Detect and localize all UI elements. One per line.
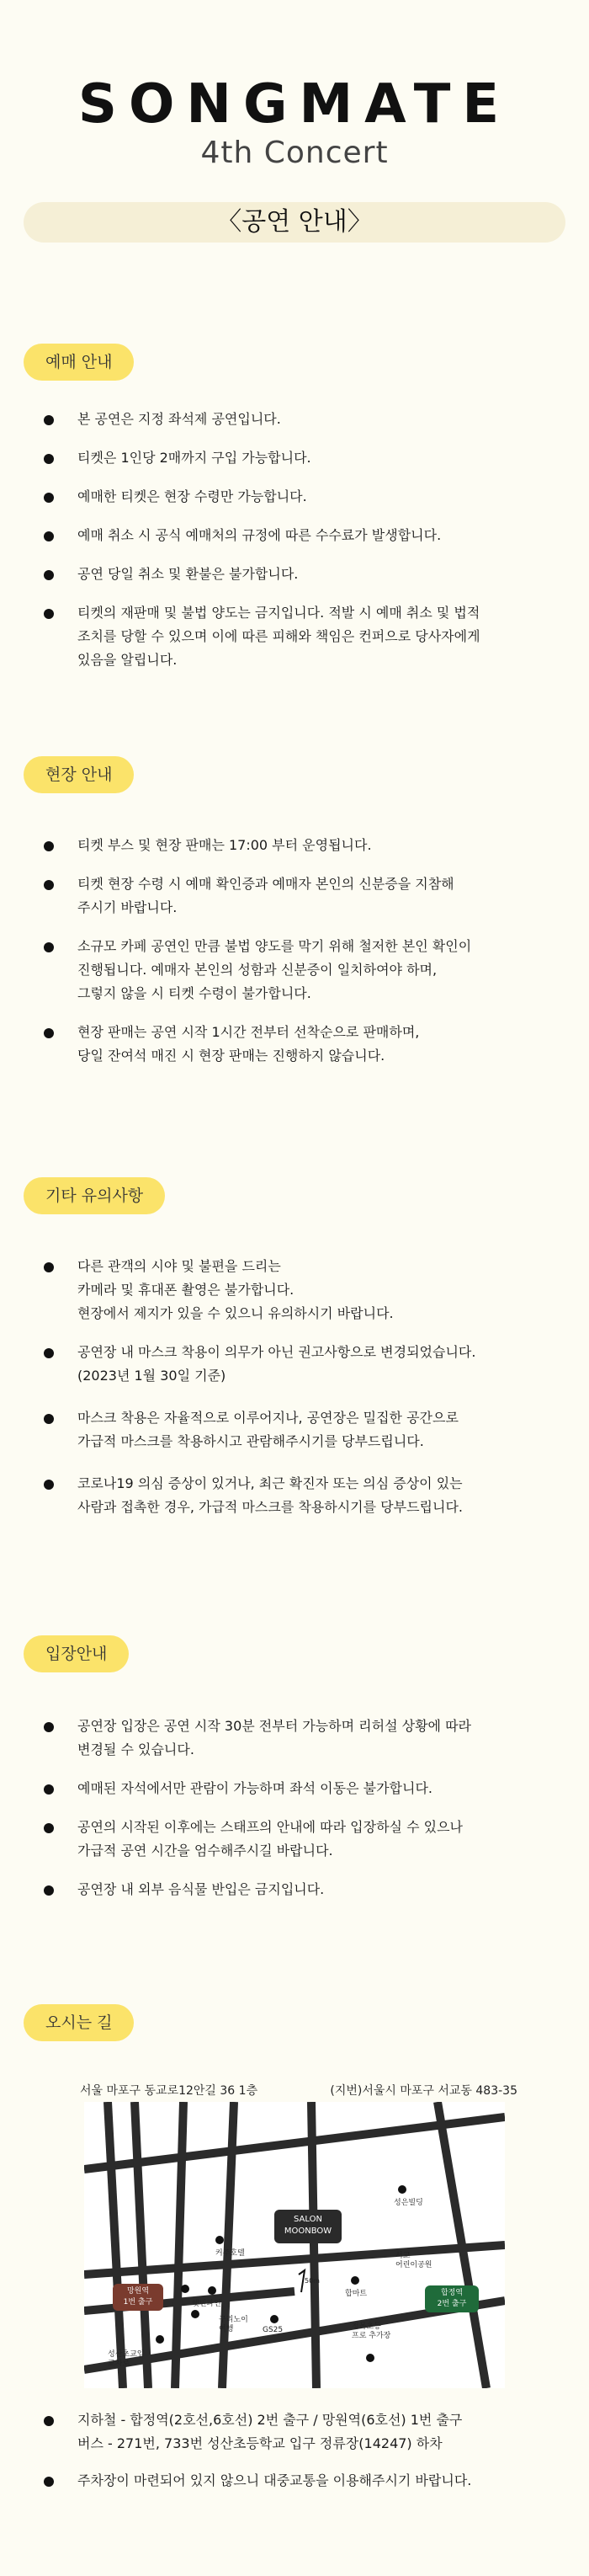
- ticket-list: [40, 408, 545, 672]
- bullet-icon: [44, 2416, 54, 2426]
- bullet-icon: [44, 415, 54, 425]
- list-item: 예매된 자석에서만 관람이 가능하며 좌석 이동은 불가합니다.: [40, 1777, 545, 1800]
- list-item: 마스크 착용은 자율적으로 이루어지나, 공연장은 밀집한 공간으로 가급적 마스크를 착용하시고 관람해주시기를 당부드립니다.: [40, 1406, 545, 1453]
- onsite-list: [40, 834, 545, 1068]
- list-item: 주차장이 마련되어 있지 않으니 대중교통을 이용해주시기 바랍니다.: [40, 2469, 545, 2493]
- bullet-icon: [44, 609, 54, 619]
- map-label: 성은빌딩: [394, 2199, 423, 2207]
- bullet-icon: [44, 531, 54, 541]
- list-item: 코로나19 의심 증상이 있거나, 최근 확진자 또는 의심 증상이 있는 사람과 접촉한 경우, 가급적 마스크를 착용하시기를 당부드립니다.: [40, 1472, 545, 1519]
- bullet-icon: [44, 1784, 54, 1795]
- list-item: 공연의 시작된 이후에는 스태프의 안내에 따라 입장하실 수 있으나 가급적 공연 시간을 엄수해주시길 바랍니다.: [40, 1816, 545, 1863]
- section-label-directions: 오시는 길: [24, 2004, 134, 2041]
- section-label-etc: 기타 유의사항: [24, 1177, 165, 1214]
- list-item: 티켓은 1인당 2매까지 구입 가능합니다.: [40, 446, 545, 470]
- bullet-icon: [44, 1414, 54, 1424]
- list-item: 공연장 내 마스크 착용이 의무가 아닌 권고사항으로 변경되었습니다. (2023년 1월 30일 기준): [40, 1341, 545, 1388]
- map-label: 햇빈파인: [192, 2300, 221, 2308]
- list-item: 다른 관객의 시야 및 불편을 드리는 카메라 및 휴대폰 촬영은 불가합니다. 현장에서 제지가 있을 수 있으니 유의하시기 바랍니다.: [40, 1255, 545, 1325]
- bullet-icon: [44, 1722, 54, 1732]
- bullet-icon: [44, 2477, 54, 2487]
- list-item: 현장 판매는 공연 시작 1시간 전부터 선착순으로 판매하며, 당일 잔여석 매진 시 현장 판매는 진행하지 않습니다.: [40, 1021, 545, 1068]
- list-item: 티켓 현장 수령 시 예매 확인증과 예매자 본인의 신분증을 지참해 주시기 바랍니다.: [40, 872, 545, 920]
- bullet-icon: [44, 880, 54, 890]
- bullet-icon: [44, 454, 54, 464]
- bullet-icon: [44, 1262, 54, 1272]
- bullet-icon: [44, 493, 54, 503]
- concert-subtitle: 4th Concert: [200, 136, 389, 170]
- etc-list: [40, 1255, 545, 1519]
- list-item: 공연장 내 외부 음식물 반입은 금지입니다.: [40, 1878, 545, 1901]
- list-item: 예매한 티켓은 현장 수령만 가능합니다.: [40, 485, 545, 509]
- hapjeong-exit-marker: 합정역 2번 출구: [425, 2285, 479, 2312]
- map-label: 서교 어린이공원: [395, 2252, 432, 2269]
- bullet-icon: [44, 570, 54, 580]
- entry-list: [40, 1715, 545, 1901]
- address-lot: (지번)서울시 마포구 서교동 483-35: [330, 2084, 517, 2098]
- bullet-icon: [44, 942, 54, 952]
- map-label: GS25: [263, 2326, 284, 2334]
- list-item: 티켓 부스 및 현장 판매는 17:00 부터 운영됩니다.: [40, 834, 545, 857]
- list-item: 소규모 카페 공연인 만큼 불법 양도를 막기 위해 철저한 본인 확인이 진행됩니다. 예매자 본인의 성함과 신분증이 일치하여야 하며, 그렇지 않을 시 티켓 수령이 불가합니다.: [40, 935, 545, 1005]
- list-item: 본 공연은 지정 좌석제 공연입니다.: [40, 408, 545, 431]
- list-item: 공연 당일 취소 및 환불은 불가합니다.: [40, 563, 545, 586]
- address-road: 서울 마포구 동교로12안길 36 1층: [80, 2084, 258, 2098]
- map-label: 성산초교입 교차로: [108, 2350, 145, 2368]
- mangwon-exit-marker: 망원역 1번 출구: [113, 2284, 163, 2311]
- salon-moonbow-marker: SALON MOONBOW: [274, 2210, 342, 2243]
- bullet-icon: [44, 1348, 54, 1358]
- bullet-icon: [44, 1480, 54, 1490]
- list-item: 공연장 입장은 공연 시작 30분 전부터 가능하며 리허설 상황에 따라 변경될 수 있습니다.: [40, 1715, 545, 1762]
- bullet-icon: [44, 1885, 54, 1896]
- map-label: 구리노이 여행: [219, 2316, 248, 2333]
- directions-list: [40, 2408, 545, 2493]
- bullet-icon: [44, 841, 54, 851]
- map-roads: [84, 2102, 505, 2388]
- section-label-onsite: 현장 안내: [24, 756, 134, 793]
- distance-label: 50m: [305, 2277, 320, 2285]
- logo: SONGMATE: [77, 73, 512, 136]
- bullet-icon: [44, 1823, 54, 1833]
- bullet-icon: [44, 1028, 54, 1038]
- location-map: [84, 2102, 505, 2388]
- map-label: 커주호텔: [215, 2249, 245, 2258]
- list-item: 지하철 - 합정역(2호선,6호선) 2번 출구 / 망원역(6호선) 1번 출구 버스 - 271번, 733번 성산초등학교 입구 정류장(14247) 하차: [40, 2408, 545, 2456]
- map-label: 청목초등 프로 추가장: [352, 2323, 391, 2340]
- map-label: 합마트: [345, 2290, 368, 2298]
- section-label-ticket: 예매 안내: [24, 344, 134, 381]
- section-label-entry: 입장안내: [24, 1635, 129, 1672]
- list-item: 티켓의 재판매 및 불법 양도는 금지입니다. 적발 시 예매 취소 및 법적 조치를 당할 수 있으며 이에 따른 피해와 책임은 컨퍼으로 당사자에게 있음을 알립니다.: [40, 601, 545, 672]
- list-item: 예매 취소 시 공식 예매처의 규정에 따른 수수료가 발생합니다.: [40, 524, 545, 547]
- page-title: 〈공연 안내〉: [24, 202, 565, 243]
